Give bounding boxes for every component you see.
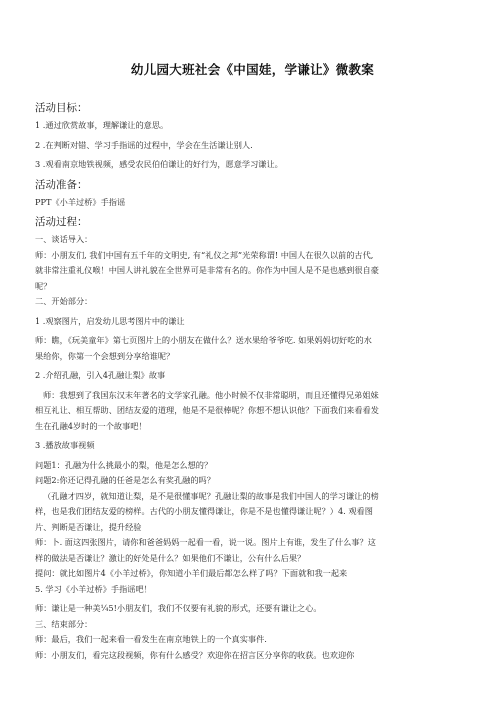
- prep-heading: 活动准备：: [35, 178, 88, 191]
- process-line: 呢？: [35, 280, 52, 291]
- process-line: 二、开始部分：: [35, 296, 93, 306]
- process-line: 师：小朋友们，看完这段视频，你有什么感受？欢迎你在招言区分享你的收获。也欢迎你: [35, 649, 355, 660]
- goal-item: 3 .观看南京地铁视频，感受农民伯伯谦让的好行为，愿意学习谦让。: [35, 159, 283, 169]
- process-line: 师：我想到了我国东汉末年著名的文学家孔融。他小时候不仅非常聪明，而且还懂得兄弟姐妹: [43, 389, 379, 400]
- goals-heading: 活动目标：: [35, 102, 88, 114]
- process-line: 片、判断是否谦让，提升经验: [35, 521, 142, 532]
- process-line: 2 .介绍孔融，引入4孔融让梨》故事: [35, 370, 166, 380]
- process-line: 师：谦让是一种美¼5!小朋友们，我们不仅要有礼貌的形式，还要有谦让之心。: [35, 603, 322, 613]
- process-line: 3 .播放故事视频: [35, 440, 95, 450]
- process-line: 问题1：孔融为什么挑最小的梨，他是怎么想的？: [35, 459, 213, 470]
- goal-item: 1 .通过欣赏故事，理解谦让的意思。: [35, 120, 169, 130]
- process-line: 生在孔融4岁时的一个故事吧！: [35, 420, 147, 431]
- process-line: 师：最后，我们一起来看一看发生在南京地铁上的一个真实事件.: [35, 634, 267, 644]
- prep-text: PPT《小羊过桥》手指谣: [35, 196, 126, 207]
- process-line: 相互礼让、相互帮助、团结友爱的道理，他是不是很棒呢？你想不想认识他？下面我们来看看发: [35, 405, 379, 415]
- process-line: 5. 学习《小羊过桥》手指谣吧！: [35, 583, 152, 594]
- process-line: 1 .观察图片，启发幼儿思考图片中的谦让: [35, 315, 185, 326]
- goal-item: 2 .在判断对错、学习手指谣的过程中，学会在生活谦让别人.: [35, 139, 253, 150]
- process-line: 问题2:你还记得孔融的任爸是怎么有奖孔融的吗？: [35, 475, 215, 485]
- process-line: （孔融才四岁，就知道让梨，是不是很懂事呢？孔融让梨的故事是我们中国人的学习谦让的榜: [43, 490, 379, 501]
- process-line: 果给你，你第一个会想到分享给谁呢？: [35, 350, 175, 361]
- process-line: 一、谈话导入：: [35, 234, 93, 244]
- process-heading: 活动过程：: [35, 216, 88, 228]
- process-body: [35, 232, 470, 663]
- process-line: 师：小朋友们, 我们中国有五千年的文明史, 有“礼仪之邦”光荣称谓! 中国人在很久以前的古代,: [35, 249, 374, 260]
- process-line: 师：卜. 面这四张图片，请你和爸爸妈妈一起看一看，说一说。图片上有谁，发生了什么事？这: [35, 537, 376, 547]
- process-line: 就非常注重礼仪喉！中国人讲礼貌在全世界可是非常有名的。你作为中国人是不是也感到很自豪: [35, 265, 379, 275]
- process-line: 师：瞧，《玩美童年》第七页图片上的小朋友在做什么？送水果给爷爷吃. 如果妈妈切好吃的水: [35, 335, 372, 345]
- process-line: 三、结束部分：: [35, 618, 93, 629]
- process-line: 样的做法是否谦让？激让的好处是什么？如果他们不谦让，公有什么后果？: [35, 552, 306, 563]
- process-line: 样，也是我们团结友爱的榜样。古代的小朋友懂得谦让，你是不是也懂得谦让呢？）4. 观看图: [35, 506, 373, 516]
- process-line: 提问：就比如图片4《小羊过桥》，你知道小羊们最后都怎么样了吗？下面就和我一起来: [35, 568, 348, 578]
- document-title: 幼儿园大班社会《中国娃，学谦让》微教案: [130, 62, 375, 77]
